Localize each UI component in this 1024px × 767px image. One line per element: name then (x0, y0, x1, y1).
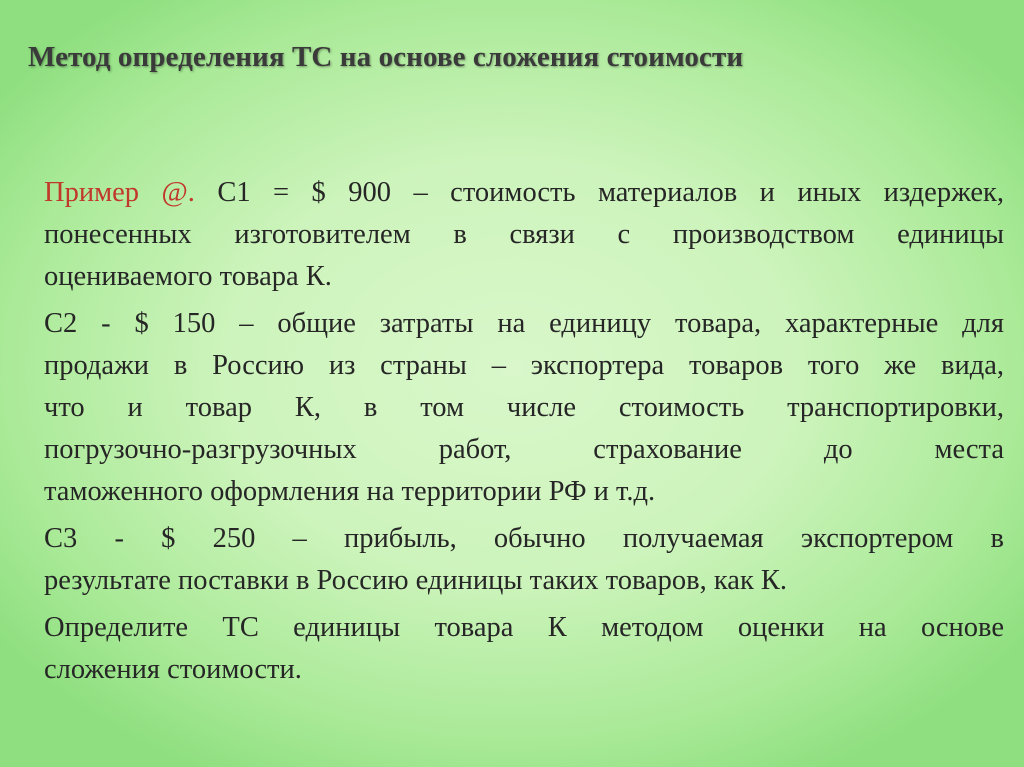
example-label: Пример @. (44, 177, 195, 208)
paragraph-line: сложения стоимости. (44, 654, 302, 685)
paragraph-line (44, 172, 1004, 214)
paragraph-line: продажи в Россию из страны – экспортера товаров того же вида, (44, 350, 1004, 381)
paragraph-line: С2 - $ 150 – общие затраты на единицу товара, характерные для (44, 308, 1004, 339)
paragraph-line: погрузочно-разгрузочных работ, страхование до места (44, 434, 1004, 465)
paragraph-c3 (44, 518, 1004, 602)
paragraph-line: результате поставки в Россию единицы таких товаров, как К. (44, 565, 788, 596)
paragraph-task (44, 607, 1004, 691)
slide-body (44, 172, 1004, 696)
c1-line-1-text: С1 = $ 900 – стоимость материалов и иных издержек, (194, 177, 1005, 208)
paragraph-line: что и товар К, в том числе стоимость транспортировки, (44, 392, 1004, 423)
paragraph-line: Определите ТС единицы товара К методом оценки на основе (44, 612, 1004, 643)
slide-title: Метод определения ТС на основе сложения стоимости (28, 41, 744, 73)
paragraph-line: оцениваемого товара К. (44, 261, 332, 292)
paragraph-line: понесенных изготовителем в связи с производством единицы (44, 219, 1004, 250)
paragraph-line: С3 - $ 250 – прибыль, обычно получаемая экспортером в (44, 523, 1004, 554)
paragraph-line: таможенного оформления на территории РФ и т.д. (44, 476, 656, 507)
paragraph-c1 (44, 172, 1004, 298)
paragraph-c2 (44, 303, 1004, 513)
